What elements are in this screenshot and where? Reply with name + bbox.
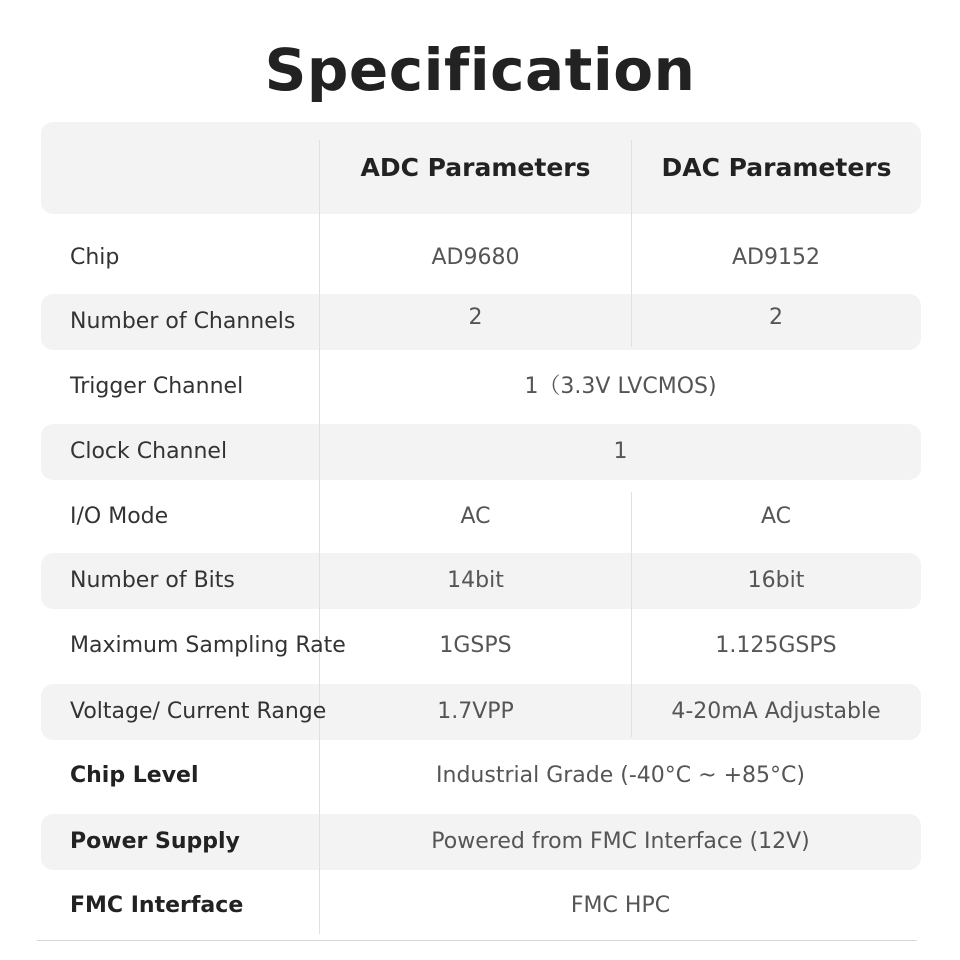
table-row-clock (41, 424, 921, 480)
dac-value: 1.125GSPS (715, 633, 837, 658)
dac-value: 16bit (747, 568, 805, 593)
row-label: Maximum Sampling Rate (70, 633, 346, 658)
table-row-chip (41, 230, 921, 286)
table-row-channels (41, 294, 921, 350)
row-label: FMC Interface (70, 893, 244, 918)
dac-value: 4-20mA Adjustable (671, 699, 881, 724)
row-label: Trigger Channel (70, 374, 244, 399)
row-label: Chip (70, 245, 120, 270)
dac-value: AD9152 (732, 245, 820, 270)
dac-parameters-header: DAC Parameters (661, 153, 892, 182)
table-row-fmc-interface (41, 878, 921, 934)
table-row-sampling-rate (41, 618, 921, 674)
shared-value: 1 (613, 439, 628, 464)
table-row-bits (41, 553, 921, 609)
table-row-power-supply (41, 814, 921, 870)
dac-value: AC (760, 504, 792, 529)
row-label: Number of Bits (70, 568, 235, 593)
adc-value: 1.7VPP (437, 699, 514, 724)
row-label: Voltage/ Current Range (70, 699, 327, 724)
table-row-io-mode (41, 489, 921, 545)
adc-parameters-header: ADC Parameters (360, 153, 591, 182)
row-label: Number of Channels (70, 309, 296, 334)
row-label: I/O Mode (70, 504, 169, 529)
shared-value: FMC HPC (570, 893, 671, 918)
shared-value: Industrial Grade (-40°C ~ +85°C) (436, 763, 805, 788)
row-label: Power Supply (70, 829, 240, 854)
adc-value: 1GSPS (439, 633, 512, 658)
adc-value: 14bit (447, 568, 504, 593)
shared-value: Powered from FMC Interface (12V) (431, 829, 810, 854)
table-row-voltage (41, 684, 921, 740)
table-bottom-rule (37, 940, 917, 941)
dac-value: 2 (769, 305, 783, 330)
row-label: Chip Level (70, 763, 199, 788)
table-row-trigger (41, 359, 921, 415)
adc-value: AD9680 (431, 245, 520, 270)
adc-value: AC (460, 504, 491, 529)
adc-value: 2 (468, 305, 483, 330)
row-label: Clock Channel (70, 439, 228, 464)
shared-value: 1（3.3V LVCMOS) (524, 374, 717, 399)
table-row-chip-level (41, 748, 921, 804)
page-title: Specification (264, 36, 696, 104)
